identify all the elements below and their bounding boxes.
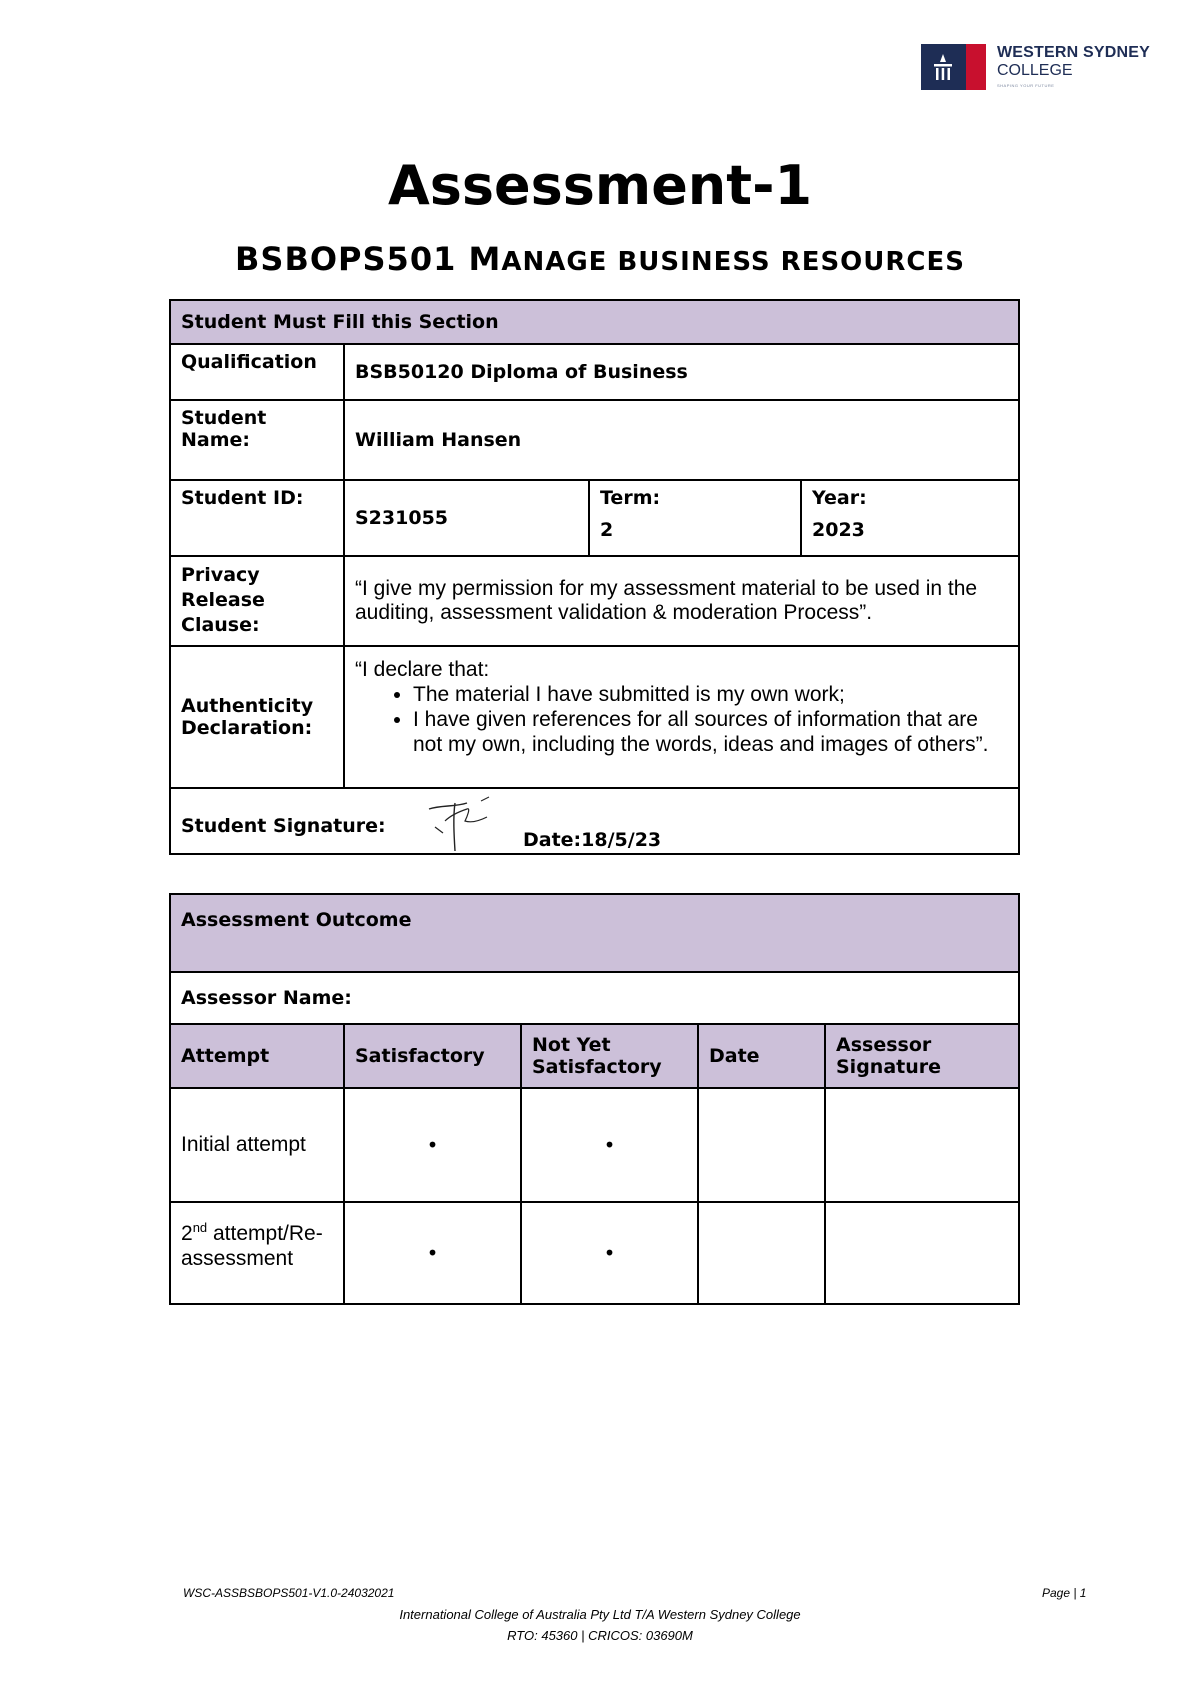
column-header-date: Date [698, 1024, 825, 1088]
qualification-value[interactable]: BSB50120 Diploma of Business [344, 344, 1019, 400]
student-section-header: Student Must Fill this Section [170, 300, 1019, 344]
signature-label: Student Signature: [181, 815, 386, 837]
table-row [170, 1202, 1019, 1304]
satisfactory-checkbox[interactable]: • [344, 1202, 521, 1304]
student-id-value[interactable]: S231055 [344, 480, 589, 556]
logo-line-2: COLLEGE [997, 62, 1073, 79]
authenticity-list [355, 682, 1008, 757]
privacy-label: Privacy Release Clause: [170, 556, 344, 646]
student-name-value[interactable]: William Hansen [344, 400, 1019, 480]
attempt-label: Initial attempt [170, 1088, 344, 1202]
term-value: 2 [600, 519, 614, 541]
footer-company: International College of Australia Pty Ltd T/A Western Sydney College [399, 1607, 801, 1622]
outcome-header: Assessment Outcome [170, 894, 1019, 972]
college-logo [921, 44, 1150, 108]
authenticity-item: • I have given references for all sources of information that are not my own, including the words, ideas and images of others”. [413, 707, 1008, 757]
authenticity-intro: “I declare that: [355, 658, 490, 681]
student-section-table [169, 299, 1020, 855]
page-subtitle: BSBOPS501 MANAGE BUSINESS RESOURCES [235, 240, 965, 278]
column-header-not-yet-satisfactory: Not Yet Satisfactory [521, 1024, 698, 1088]
student-name-label: Student Name: [170, 400, 344, 480]
signature-date: Date:18/5/23 [523, 829, 662, 851]
authenticity-text [344, 646, 1019, 788]
page-title: Assessment-1 [387, 154, 813, 217]
date-cell[interactable] [698, 1088, 825, 1202]
not-yet-satisfactory-checkbox[interactable]: • [521, 1088, 698, 1202]
term-cell[interactable] [589, 480, 801, 556]
column-header-assessor-signature: Assessor Signature [825, 1024, 1019, 1088]
column-header-satisfactory: Satisfactory [344, 1024, 521, 1088]
satisfactory-checkbox[interactable]: • [344, 1088, 521, 1202]
year-cell[interactable] [801, 480, 1019, 556]
assessment-outcome-table [169, 893, 1020, 1305]
date-cell[interactable] [698, 1202, 825, 1304]
attempt-label: 2nd attempt/Re-assessment [170, 1202, 344, 1304]
assessor-signature-cell[interactable] [825, 1088, 1019, 1202]
table-row [170, 1088, 1019, 1202]
signature-row [170, 788, 1019, 854]
logo-tagline: SHAPING YOUR FUTURE [997, 83, 1055, 88]
not-yet-satisfactory-checkbox[interactable]: • [521, 1202, 698, 1304]
column-header-attempt: Attempt [170, 1024, 344, 1088]
footer-rto: RTO: 45360 | CRICOS: 03690M [507, 1628, 693, 1643]
footer-page-number: Page | 1 [1042, 1586, 1087, 1600]
authenticity-label: Authenticity Declaration: [170, 646, 344, 788]
year-value: 2023 [812, 519, 865, 541]
building-icon [930, 54, 956, 82]
college-logo-mark [921, 44, 966, 90]
student-id-label: Student ID: [170, 480, 344, 556]
assessor-signature-cell[interactable] [825, 1202, 1019, 1304]
privacy-text: “I give my permission for my assessment material to be used in the auditing, assessment validation & moderation Process”. [344, 556, 1019, 646]
term-label: Term: [600, 487, 661, 509]
footer-doc-code: WSC-ASSBSBOPS501-V1.0-24032021 [183, 1586, 395, 1600]
assessor-name-label[interactable]: Assessor Name: [170, 972, 1019, 1024]
authenticity-item: • The material I have submitted is my own work; [413, 682, 1008, 707]
qualification-label: Qualification [170, 344, 344, 400]
year-label: Year: [812, 487, 867, 509]
student-signature[interactable] [421, 787, 501, 853]
logo-line-1: WESTERN SYDNEY [997, 44, 1151, 61]
